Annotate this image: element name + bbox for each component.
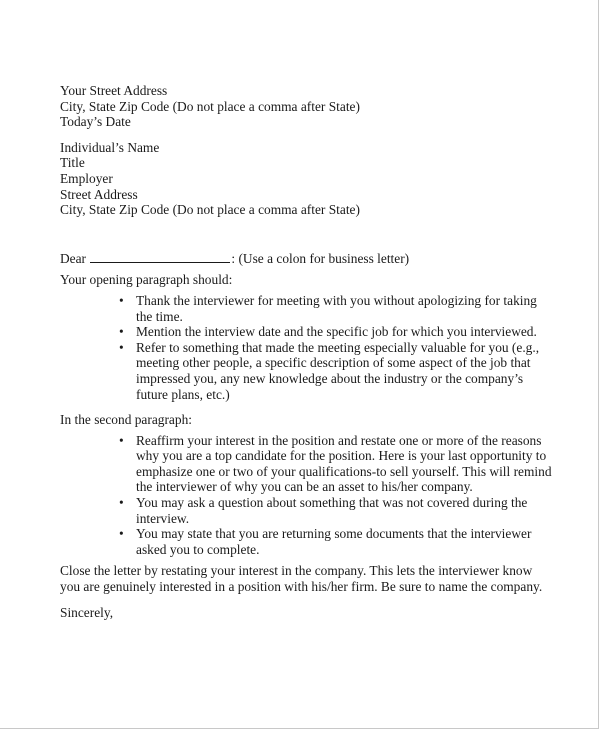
bullet-icon: • — [119, 324, 124, 340]
second-bullet-text-line: asked you to complete. — [136, 541, 260, 557]
opening-bullet-text-line: Thank the interviewer for meeting with you without apologizing for taking — [136, 292, 537, 308]
second-bullet-text-line: interview. — [136, 510, 190, 526]
recipient-employer: Employer — [60, 170, 113, 186]
second-bullet-item — [119, 433, 560, 495]
bullet-icon: • — [119, 432, 124, 448]
salutation-prefix: Dear — [60, 250, 87, 266]
opening-bullet-text-line: Refer to something that made the meeting especially valuable for you (e.g., — [136, 339, 540, 355]
second-bullet-text-line: You may state that you are returning some documents that the interviewer — [136, 526, 532, 542]
bullet-icon: • — [119, 526, 124, 542]
sender-street: Your Street Address — [60, 83, 168, 98]
bullet-icon: • — [119, 292, 124, 308]
opening-intro: Your opening paragraph should: — [60, 272, 233, 288]
opening-bullet-text-line: Mention the interview date and the specific job for which you interviewed. — [136, 324, 537, 340]
sender-city: City, State Zip Code (Do not place a comma after State) — [60, 98, 360, 114]
second-bullet-text-line: why you are a top candidate for the position. Here is your last opportunity to — [136, 448, 547, 464]
second-bullet-text-line: the interviewer of why you can be an asset to his/her company. — [136, 479, 473, 495]
opening-bullet-item — [119, 324, 560, 340]
second-bullet-text-line: emphasize one or two of your qualifications-to sell yourself. This will remind — [136, 463, 552, 479]
name-blank-line — [90, 253, 230, 263]
recipient-title: Title — [60, 155, 85, 171]
second-bullet-item — [119, 526, 560, 557]
opening-bullet-text-line: impressed you, any new knowledge about the industry or the company’s — [136, 370, 524, 386]
opening-bullet-text-line: future plans, etc.) — [136, 386, 230, 402]
opening-bullet-list — [60, 293, 560, 402]
opening-bullet-item — [119, 293, 560, 324]
opening-bullet-text-line: meeting other people, a specific description of some aspect of the job that — [136, 355, 531, 371]
recipient-name: Individual’s Name — [60, 139, 160, 155]
closing-text-line: you are genuinely interested in a position with his/her firm. Be sure to name the company. — [60, 579, 543, 595]
second-bullet-text-line: You may ask a question about something that was not covered during the — [136, 495, 528, 511]
salutation — [60, 251, 560, 267]
sender-date: Today’s Date — [60, 114, 131, 130]
sender-address — [60, 83, 560, 130]
recipient-address — [60, 140, 560, 218]
signoff: Sincerely, — [60, 604, 114, 620]
opening-bullet-item — [119, 340, 560, 402]
letter-body — [60, 83, 560, 620]
second-bullet-list — [60, 433, 560, 558]
second-bullet-text-line: Reaffirm your interest in the position and restate one or more of the reasons — [136, 432, 542, 448]
opening-bullet-text-line: the time. — [136, 308, 183, 324]
bullet-icon: • — [119, 495, 124, 511]
bullet-icon: • — [119, 339, 124, 355]
salutation-note: : (Use a colon for business letter) — [231, 250, 410, 266]
closing-text-line: Close the letter by restating your interest in the company. This lets the interviewer know — [60, 563, 533, 579]
recipient-street: Street Address — [60, 186, 138, 202]
closing-paragraph — [60, 563, 560, 594]
second-intro: In the second paragraph: — [60, 412, 192, 428]
recipient-city: City, State Zip Code (Do not place a comma after State) — [60, 202, 360, 218]
second-bullet-item — [119, 495, 560, 526]
